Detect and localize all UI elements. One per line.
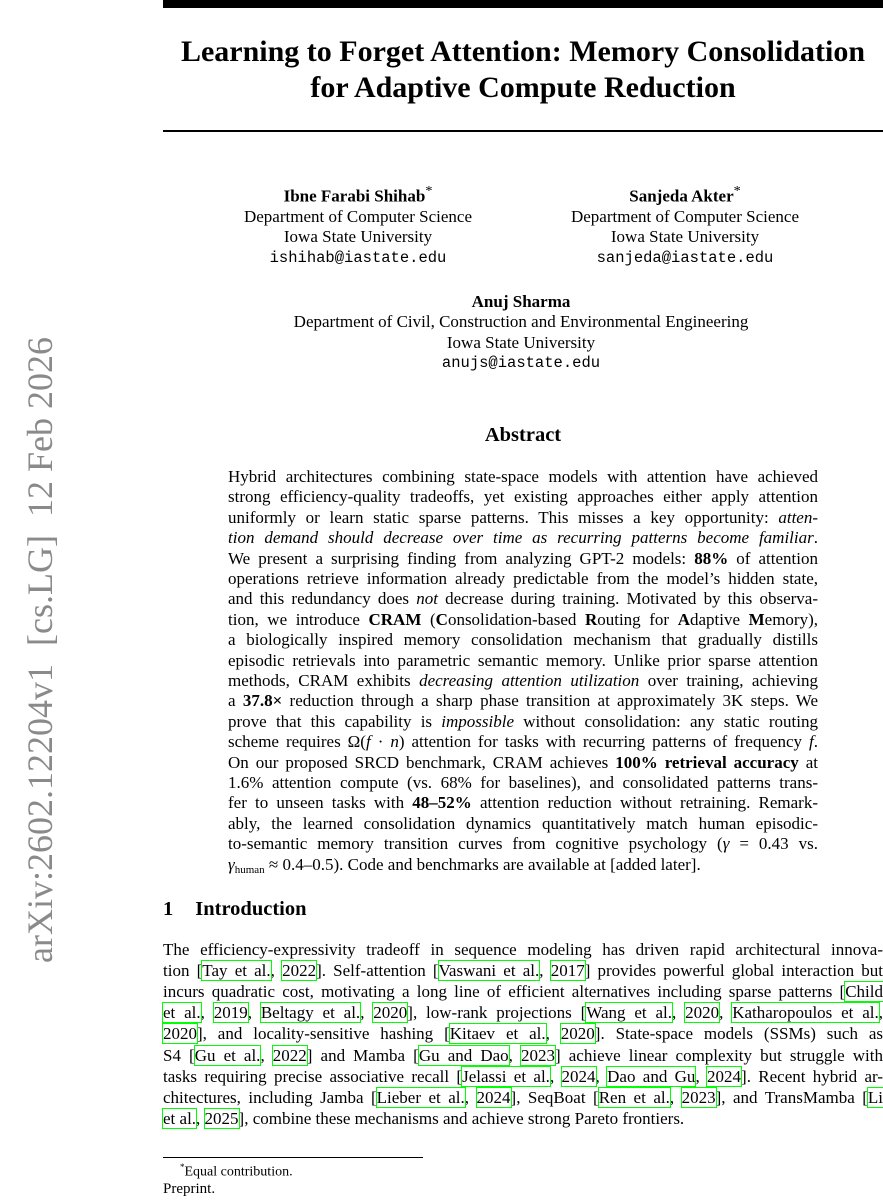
text-span: The efficiency-expressivity tradeoff in sequence modeling has driven rapid architectural innova-	[163, 940, 883, 959]
text-span: C	[435, 609, 448, 629]
text-line	[163, 1088, 883, 1108]
text-line	[228, 671, 818, 691]
abstract-heading: Abstract	[484, 424, 562, 446]
text-span: γ	[722, 834, 730, 854]
text-span: ,	[196, 1108, 205, 1128]
title-line: for Adaptive Compute Reduction	[310, 71, 736, 104]
author-mark: *	[425, 183, 433, 199]
text-span: ], combine these mechanisms and achieve strong Pareto frontiers.	[238, 1108, 685, 1128]
text-line	[228, 753, 818, 773]
text-line	[163, 1067, 883, 1087]
text-line	[228, 793, 818, 813]
text-span: ,	[260, 1045, 273, 1065]
footnote	[180, 1162, 293, 1181]
text-span: ,	[695, 1066, 708, 1086]
text-span: tion [	[163, 961, 203, 981]
text-span: prove that this capability is	[228, 711, 442, 731]
author-univ: Iowa State University	[283, 227, 433, 247]
author-mark: *	[733, 183, 741, 199]
text-span: ,	[539, 961, 551, 981]
text-span: impossible	[441, 711, 515, 731]
text-span: CRAM	[368, 609, 422, 629]
text-span: .	[813, 732, 818, 752]
text-span: ], low-rank projections [	[407, 1003, 587, 1023]
text-span: incurs quadratic cost, motivating a long line of efficient alternatives including sparse patterns [	[163, 982, 846, 1002]
text-line	[228, 712, 818, 732]
text-span: ]. Self-attention [	[316, 961, 439, 981]
text-span: We present a surprising finding from analyzing GPT-2 models:	[228, 548, 695, 568]
text-span: ,	[247, 1003, 261, 1023]
text-span: ,	[669, 1087, 682, 1107]
text-span: strong efficiency-quality tradeoffs, yet existing approaches either apply attention	[228, 487, 818, 507]
text-span: ,	[719, 1003, 733, 1023]
citation-link[interactable]: Jelassi et al.	[462, 1066, 550, 1086]
footer-preprint: Preprint.	[163, 1181, 216, 1197]
text-span: ] and Mamba [	[306, 1045, 419, 1065]
citation-link[interactable]: 2024	[476, 1087, 511, 1107]
text-span: On our proposed SRCD benchmark, CRAM achieves	[228, 752, 616, 772]
text-line	[228, 569, 818, 589]
text-line	[228, 630, 818, 650]
text-span: human	[234, 863, 265, 876]
text-span: 88%	[694, 548, 729, 568]
citation-link[interactable]: 2022	[272, 1045, 307, 1065]
citation-link[interactable]: 2017	[550, 961, 585, 981]
section-title: Introduction	[195, 898, 307, 920]
text-span: at	[798, 752, 818, 772]
author-univ: Iowa State University	[610, 227, 760, 247]
citation-link[interactable]: 2019	[213, 1003, 248, 1023]
text-span: 48–52%	[412, 793, 472, 813]
citation-link[interactable]: Vaswani et al.	[438, 961, 540, 981]
text-span: reduction through a sharp phase transition at approximately 3K steps. We	[282, 691, 819, 711]
text-span: chitectures, including Jamba [	[163, 1087, 377, 1107]
text-span: Hybrid architectures combining state-space models with attention have achieved	[228, 467, 818, 486]
text-span: and this redundancy does	[228, 589, 417, 609]
text-span: emory),	[764, 609, 818, 629]
citation-link[interactable]: 2024	[561, 1066, 596, 1086]
text-span: ,	[595, 1066, 608, 1086]
text-span: ], SeqBoat [	[510, 1087, 599, 1107]
text-span: 100% retrieval accuracy	[615, 752, 799, 772]
citation-link[interactable]: 2020	[560, 1024, 595, 1044]
text-line	[163, 1109, 883, 1129]
text-span: ·	[370, 732, 391, 752]
text-span: methods, CRAM exhibits	[228, 671, 420, 690]
text-span: atten-	[778, 507, 818, 527]
text-span: operations retrieve information already predictable from the model’s hidden state,	[228, 569, 818, 588]
text-span: ably, the learned consolidation dynamics quantitatively match human episodic-	[228, 813, 818, 833]
text-span: over training, achieving	[639, 671, 818, 690]
citation-link[interactable]: 2020	[685, 1003, 720, 1023]
text-span: ,	[464, 1087, 477, 1107]
text-span: attention reduction without retraining. Remark-	[471, 793, 818, 813]
text-span: 37.8×	[242, 691, 283, 711]
citation-link[interactable]: 2020	[163, 1024, 197, 1044]
citation-link[interactable]: Wang et al.	[586, 1003, 672, 1023]
text-span: ] provides powerful global interaction but	[584, 961, 883, 981]
top-rule	[163, 0, 883, 8]
author-name: Anuj Sharma	[471, 292, 571, 311]
author-email[interactable]: sanjeda@iastate.edu	[596, 248, 774, 267]
text-span: tasks requiring precise associative recall [	[163, 1066, 463, 1086]
text-line	[228, 732, 818, 752]
author-block	[535, 181, 835, 268]
text-span: S4 [	[163, 1045, 195, 1065]
citation-link[interactable]: 2025	[204, 1108, 239, 1128]
text-span: ,	[200, 1003, 214, 1023]
footnote-text: Equal contribution.	[184, 1164, 293, 1180]
text-span: ≈ 0.4–0.5). Code and benchmarks are available at [added later].	[264, 854, 701, 874]
text-span: n	[390, 732, 399, 752]
title-rule	[163, 130, 883, 132]
citation-link[interactable]: Ren et al.	[598, 1087, 670, 1107]
text-span: a	[228, 691, 243, 711]
author-email[interactable]: anujs@iastate.edu	[441, 353, 601, 372]
author-dept: Department of Civil, Construction and Environmental Engineering	[293, 312, 749, 332]
arxiv-side-stamp: arXiv:2602.12204v1 [cs.LG] 12 Feb 2026	[20, 337, 60, 963]
text-line	[228, 610, 818, 630]
text-span: (	[421, 609, 436, 629]
text-span: a biologically inspired memory consolidation mechanism that gradually distills	[228, 630, 818, 650]
text-span: f	[809, 732, 814, 752]
text-line	[228, 487, 818, 507]
citation-link[interactable]: 2023	[681, 1087, 716, 1107]
citation-link[interactable]: Katharopoulos et al.	[732, 1003, 879, 1023]
text-span: fer to unseen tasks with	[228, 793, 413, 813]
citation-link[interactable]: Gu and Dao	[418, 1045, 509, 1065]
text-line	[228, 589, 818, 609]
text-span: ,	[545, 1024, 561, 1044]
title-line: Learning to Forget Attention: Memory Consolidation	[180, 35, 866, 68]
text-line	[228, 834, 818, 854]
text-span: scheme requires Ω(	[228, 732, 366, 752]
citation-link[interactable]: et al.	[163, 1003, 201, 1023]
text-span: daptive	[689, 609, 749, 629]
text-span: decreasing attention utilization	[419, 671, 640, 690]
text-span: outing for	[597, 609, 678, 629]
text-line	[228, 691, 818, 711]
text-span: A	[677, 609, 690, 629]
text-span: ] achieve linear complexity but struggle with	[555, 1045, 883, 1065]
text-line	[228, 549, 818, 569]
text-span: not	[416, 589, 438, 609]
author-dept: Department of Computer Science	[243, 206, 472, 226]
citation-link[interactable]: 2023	[521, 1045, 556, 1065]
author-block	[221, 292, 821, 373]
text-line	[228, 508, 818, 528]
paper-title	[163, 34, 883, 106]
text-line	[163, 940, 883, 960]
text-line	[228, 651, 818, 671]
text-line	[228, 467, 818, 487]
text-span: onsolidation-based	[447, 609, 585, 629]
text-span: f	[365, 732, 371, 752]
text-span: = 0.43 vs.	[729, 834, 818, 854]
citation-link[interactable]: Li	[867, 1087, 883, 1107]
author-name: Ibne Farabi Shihab	[283, 186, 426, 206]
text-span: 1.6% attention compute (vs. 68% for baselines), and consolidated patterns trans-	[228, 773, 818, 792]
citation-link[interactable]: 2024	[707, 1066, 742, 1086]
text-line	[163, 961, 883, 981]
text-span: episodic retrievals into parametric semantic memory. Unlike prior sparse attention	[228, 650, 818, 670]
text-span: tion demand should decrease over time as recurring patterns become familiar	[228, 528, 814, 548]
text-span: ,	[270, 961, 283, 981]
text-span: .	[813, 528, 818, 548]
section-number: 1	[163, 898, 174, 920]
text-span: ) attention for tasks with recurring patterns of frequency	[398, 732, 810, 752]
footnote-mark: *	[180, 1162, 185, 1172]
text-span: to-semantic memory transition curves from cognitive psychology (	[228, 834, 723, 854]
text-span: ,	[878, 1003, 883, 1023]
text-span: γ	[228, 854, 235, 874]
author-block	[208, 181, 508, 268]
text-line	[228, 814, 818, 834]
citation-link[interactable]: Beltagy et al.	[260, 1003, 361, 1023]
citation-link[interactable]: 2022	[282, 961, 317, 981]
text-span: tion, we introduce	[228, 609, 369, 629]
text-span: ,	[360, 1003, 374, 1023]
text-span: ], and TransMamba [	[715, 1087, 868, 1107]
citation-link[interactable]: et al.	[163, 1108, 197, 1128]
citation-link[interactable]: Dao and Gu	[607, 1066, 696, 1086]
citation-link[interactable]: Gu et al.	[194, 1045, 261, 1065]
author-name: Sanjeda Akter	[629, 186, 734, 206]
text-line	[228, 855, 818, 875]
author-dept: Department of Computer Science	[570, 206, 799, 226]
citation-link[interactable]: Child	[845, 982, 883, 1002]
footnote-rule	[163, 1157, 423, 1158]
text-span: M	[748, 609, 765, 629]
text-span: ]. Recent hybrid ar-	[741, 1066, 883, 1086]
text-line	[163, 1003, 883, 1023]
citation-link[interactable]: Kitaev et al.	[449, 1024, 546, 1044]
text-span: R	[584, 609, 598, 629]
citation-link[interactable]: Tay et al.	[202, 961, 271, 981]
text-line	[163, 1046, 883, 1066]
text-line	[228, 528, 818, 548]
text-span: without consolidation: any static routing	[514, 711, 818, 731]
text-line	[228, 773, 818, 793]
author-email[interactable]: ishihab@iastate.edu	[269, 248, 447, 267]
text-span: ,	[549, 1066, 562, 1086]
text-span: decrease during training. Motivated by this observa-	[437, 589, 818, 609]
text-line	[163, 1024, 883, 1044]
text-span: ,	[508, 1045, 522, 1065]
text-span: uniformly or learn static sparse patterns. This misses a key opportunity:	[228, 507, 779, 527]
citation-link[interactable]: 2020	[373, 1003, 408, 1023]
citation-link[interactable]: Lieber et al.	[376, 1087, 465, 1107]
text-line	[163, 982, 883, 1002]
section-heading	[163, 898, 307, 921]
text-span: ,	[672, 1003, 686, 1023]
text-span: of attention	[728, 548, 818, 568]
author-univ: Iowa State University	[446, 332, 596, 352]
text-span: ]. State-space models (SSMs) such as	[594, 1024, 883, 1044]
text-span: ], and locality-sensitive hashing [	[197, 1024, 450, 1044]
